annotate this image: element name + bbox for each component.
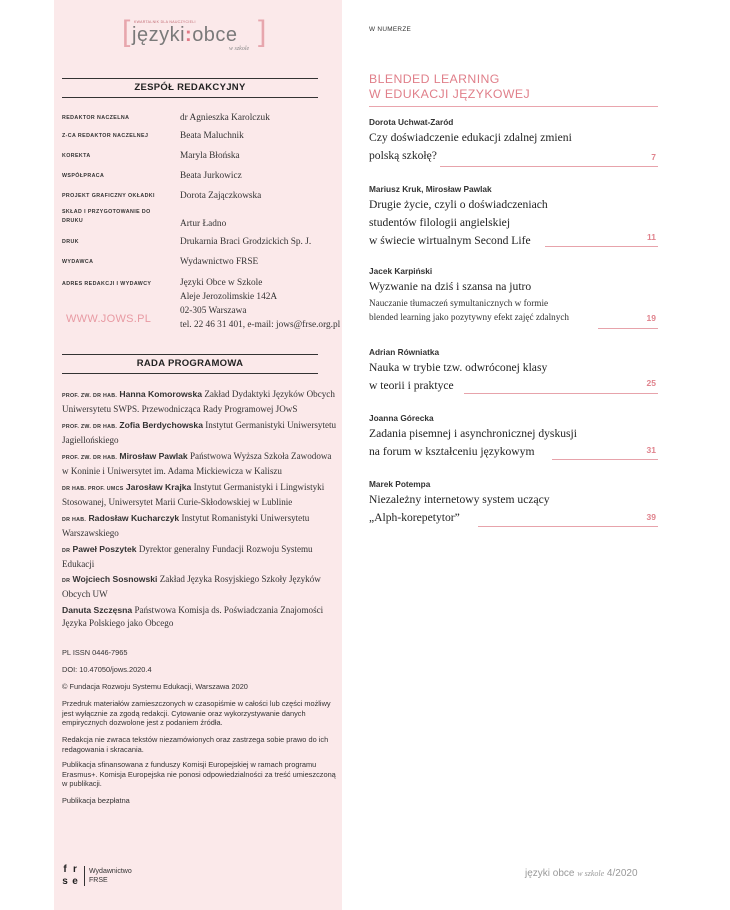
- editorial-team-heading: ZESPÓŁ REDAKCYJNY: [134, 82, 246, 93]
- logo-bracket-left: [: [122, 15, 131, 48]
- member-degree: DR HAB.: [62, 517, 87, 523]
- article-title-line: w teorii i praktyce: [369, 379, 454, 392]
- article-author: Adrian Równiatka: [369, 347, 440, 357]
- divider: [62, 373, 318, 374]
- address-line: Języki Obce w Szkole: [180, 278, 263, 288]
- logo-letter: f: [63, 864, 67, 875]
- logo-word-right: obce: [192, 24, 238, 46]
- article-author: Joanna Górecka: [369, 413, 434, 423]
- article-title-line: Drugie życie, czyli o doświadczeniach: [369, 198, 548, 211]
- article-title[interactable]: Wyzwanie na dziś i szansa na jutro: [369, 280, 532, 293]
- staff-label: ADRES REDAKCJI I WYDAWCY: [62, 281, 152, 287]
- reprint-notice: Przedruk materiałów zamieszczonych w czasopiśmie w całości lub części możliwy jest wyłącznie za zgodą redakcji. Cytowanie oraz wykorzystywanie danych empirycznych dozwolone jest z podaniem źródła.: [62, 699, 331, 727]
- editing-notice: Redakcja nie zwraca tekstów niezamówionych oraz zastrzega sobie prawo do ich redagowania i skracania.: [62, 735, 329, 754]
- theme-line: BLENDED LEARNING: [369, 72, 500, 86]
- article-title[interactable]: [369, 491, 639, 527]
- footer-brand-sub: w szkole: [577, 869, 605, 878]
- logo-subtitle: w szkole: [229, 46, 250, 52]
- member-affiliation: Dyrektor generalny Fundacji Rozwoju Systemu Edukacji: [62, 544, 313, 569]
- publisher-name-line: FRSE: [89, 877, 108, 884]
- article-subtitle-line: blended learning jako pozytywny efekt zajęć zdalnych: [369, 312, 569, 322]
- article-author: Marek Potempa: [369, 479, 431, 489]
- article-title[interactable]: [369, 425, 639, 461]
- divider: [369, 106, 658, 107]
- contents-label: W NUMERZE: [369, 26, 412, 33]
- member-affiliation: Instytut Germanistyki Uniwersytetu Jagiellońskiego: [62, 420, 337, 445]
- member-degree: PROF. ZW. DR HAB.: [62, 455, 118, 461]
- staff-value: dr Agnieszka Karolczuk: [180, 113, 270, 123]
- article-page[interactable]: 25: [646, 378, 656, 388]
- staff-label: PROJEKT GRAFICZNY OKŁADKI: [62, 193, 155, 199]
- member-name: Danuta Szczęsna: [62, 605, 133, 615]
- theme-line: W EDUKACJI JĘZYKOWEJ: [369, 87, 531, 101]
- address-line: 02-305 Warszawa: [180, 306, 247, 316]
- member-degree: DR HAB. PROF. UMCS: [62, 486, 124, 492]
- council-member: [62, 604, 340, 629]
- staff-label: SKŁAD I PRZYGOTOWANIE DO DRUKU: [62, 209, 151, 224]
- issue-theme: [369, 72, 530, 102]
- member-affiliation: Zakład Dydaktyki Języków Obcych Uniwersytetu SWPS. Przewodnicząca Rady Programowej JOwS: [62, 389, 335, 414]
- journal-logo: [122, 16, 267, 52]
- article-title-line: na forum w kształceniu językowym: [369, 445, 535, 458]
- logo-letter: s: [62, 876, 68, 887]
- issn: PL ISSN 0446-7965: [62, 648, 128, 657]
- copyright: © Fundacja Rozwoju Systemu Edukacji, Warszawa 2020: [62, 682, 248, 691]
- staff-label: WSPÓŁPRACA: [62, 173, 105, 179]
- article-title-line: polską szkołę?: [369, 149, 437, 162]
- article-page[interactable]: 31: [646, 445, 656, 455]
- staff-value: Dorota Zajączkowska: [180, 191, 262, 201]
- staff-label: KOREKTA: [62, 153, 91, 159]
- divider: [464, 393, 658, 394]
- member-name: Zofia Berdychowska: [119, 420, 203, 430]
- divider: [478, 526, 658, 527]
- staff-label: WYDAWCA: [62, 259, 94, 265]
- logo-word-left: języki: [132, 24, 186, 46]
- staff-label: DRUK: [62, 239, 79, 245]
- footer-brand-name: języki obce: [525, 868, 575, 879]
- member-affiliation: Zakład Języka Rosyjskiego Szkoły Języków Obcych UW: [62, 574, 321, 599]
- member-name: Paweł Poszytek: [72, 544, 137, 554]
- staff-value: Drukarnia Braci Grodzickich Sp. J.: [180, 237, 312, 247]
- doi: DOI: 10.47050/jows.2020.4: [62, 665, 152, 674]
- article-author: Jacek Karpiński: [369, 266, 433, 276]
- free-notice: Publikacja bezpłatna: [62, 796, 130, 805]
- member-name: Radosław Kucharczyk: [88, 513, 180, 523]
- contact-line[interactable]: tel. 22 46 31 401, e-mail: jows@frse.org.pl: [180, 320, 341, 330]
- member-name: Hanna Komorowska: [119, 389, 203, 399]
- article-title-line: Niezależny internetowy system uczący: [369, 493, 550, 506]
- article-page[interactable]: 39: [646, 512, 656, 522]
- address-line: Aleje Jerozolimskie 142A: [180, 292, 278, 302]
- divider: [545, 246, 658, 247]
- council-member: [62, 512, 340, 539]
- divider: [552, 459, 658, 460]
- article-title-line: studentów filologii angielskiej: [369, 216, 511, 229]
- article-page[interactable]: 7: [651, 152, 656, 162]
- article-title-line: Nauka w trybie tzw. odwróconej klasy: [369, 361, 548, 374]
- article-subtitle-line: Nauczanie tłumaczeń symultanicznych w formie: [369, 298, 549, 308]
- council-member: [62, 481, 340, 508]
- member-affiliation: Państwowa Wyższa Szkoła Zawodowa w Koninie i Uniwersytet im. Adama Mickiewicza w Kaliszu: [62, 451, 332, 476]
- article-title[interactable]: [369, 359, 639, 395]
- staff-value: Wydawnictwo FRSE: [180, 257, 259, 267]
- member-affiliation: Instytut Romanistyki Uniwersytetu Warszawskiego: [62, 513, 310, 538]
- member-name: Jarosław Krajka: [125, 482, 192, 492]
- publisher-name-line: Wydawnictwo: [89, 868, 132, 875]
- frse-logo: [60, 864, 80, 888]
- member-degree: PROF. ZW. DR HAB.: [62, 424, 118, 430]
- article-title[interactable]: [369, 129, 639, 165]
- article-subtitle: [369, 296, 639, 324]
- article-title-line: w świecie wirtualnym Second Life: [369, 234, 531, 247]
- council-member: [62, 388, 340, 415]
- website-link[interactable]: WWW.JOWS.PL: [66, 313, 152, 325]
- member-affiliation: Państwowa Komisja ds. Poświadczania Znajomości Języka Polskiego jako Obcego: [62, 605, 324, 628]
- staff-value: Beata Jurkowicz: [180, 171, 242, 181]
- footer-issue-number: 4/2020: [606, 868, 638, 879]
- member-degree: PROF. ZW. DR HAB.: [62, 393, 118, 399]
- member-name: Wojciech Sosnowski: [72, 574, 158, 584]
- publisher-name: [89, 867, 132, 885]
- article-page[interactable]: 11: [647, 232, 656, 242]
- program-council-heading: RADA PROGRAMOWA: [136, 358, 244, 369]
- divider: [440, 166, 658, 167]
- member-affiliation: Instytut Germanistyki i Lingwistyki Stosowanej, Uniwersytet Marii Curie-Skłodowskiej w Lublinie: [62, 482, 325, 507]
- funding-notice: Publikacja sfinansowana z funduszy Komisji Europejskiej w ramach programu Erasmus+. Komisja Europejska nie ponosi odpowiedzialności za treść umieszczoną w publikacji.: [62, 760, 336, 788]
- article-title-line: Czy doświadczenie edukacji zdalnej zmieni: [369, 131, 572, 144]
- divider: [598, 328, 658, 329]
- council-member: [62, 573, 340, 600]
- article-author: Mariusz Kruk, Mirosław Pawlak: [369, 184, 492, 194]
- article-title[interactable]: [369, 196, 639, 250]
- article-author: Dorota Uchwat-Zaród: [369, 117, 454, 127]
- council-member: [62, 543, 340, 570]
- divider: [62, 78, 318, 79]
- footer-journal-brand: [525, 868, 638, 879]
- logo-tagline: KWARTALNIK DLA NAUCZYCIELI: [134, 20, 196, 24]
- staff-value: Maryla Błońska: [180, 151, 240, 161]
- council-member: [62, 419, 340, 446]
- member-name: Mirosław Pawlak: [119, 451, 188, 461]
- staff-label: Z-CA REDAKTOR NACZELNEJ: [62, 133, 149, 139]
- article-title-line: Zadania pisemnej i asynchronicznej dyskusji: [369, 427, 577, 440]
- member-degree: DR: [62, 578, 71, 584]
- article-page[interactable]: 19: [646, 313, 656, 323]
- logo-letter: e: [72, 876, 78, 887]
- divider: [84, 866, 85, 886]
- logo-letter: r: [73, 864, 77, 875]
- logo-bracket-right: ]: [258, 15, 267, 48]
- article-title-line: „Alph-korepetytor”: [369, 511, 460, 524]
- divider: [62, 354, 318, 355]
- staff-value: Beata Maluchnik: [180, 131, 244, 141]
- member-degree: DR: [62, 548, 71, 554]
- council-member: [62, 450, 340, 477]
- divider: [62, 97, 318, 98]
- logo-wordmark: języki:obce: [132, 24, 238, 46]
- staff-label: REDAKTOR NACZELNA: [62, 115, 130, 121]
- staff-value: Artur Ładno: [180, 219, 227, 229]
